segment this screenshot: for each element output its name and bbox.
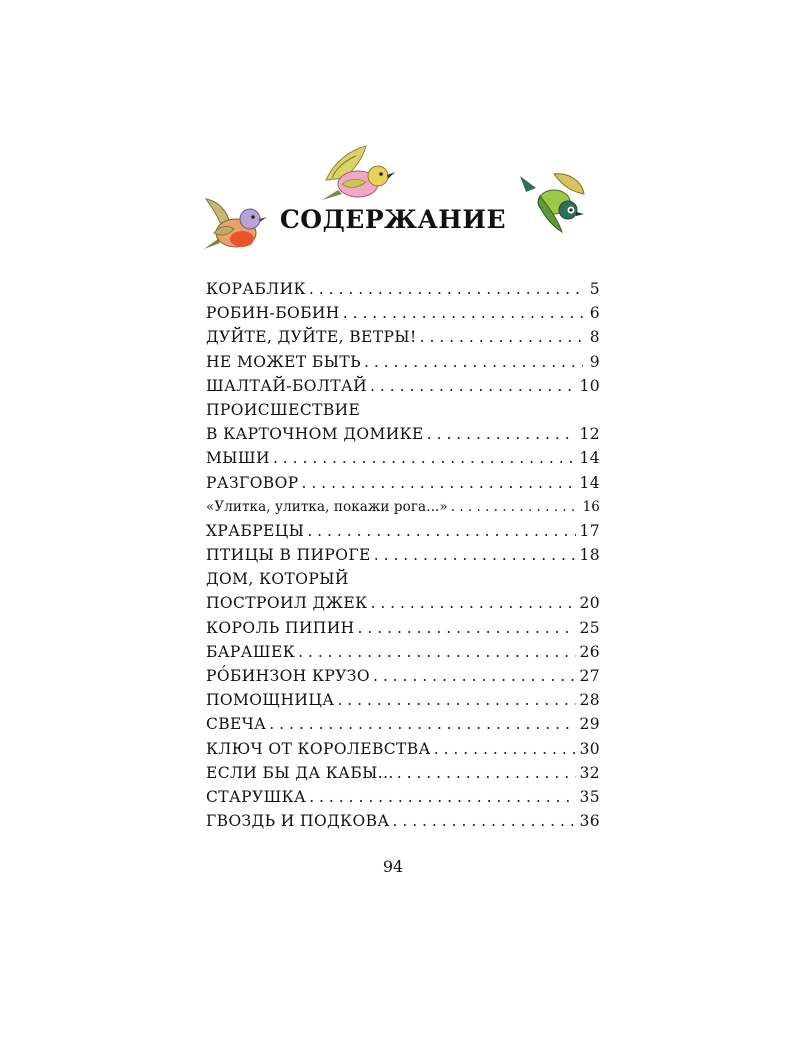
toc-entry-page: 14 [579,449,600,468]
toc-leader-dots [343,301,583,325]
toc-entry-title: МЫШИ [206,449,270,468]
toc-entry-title: ПРОИСШЕСТВИЕ [206,400,361,419]
toc-entry[interactable] [206,422,600,446]
toc-leader-dots [373,664,577,688]
toc-entry-title: ПОСТРОИЛ ДЖЕК [206,594,368,613]
toc-entry[interactable] [206,519,600,543]
toc-entry-title-line[interactable] [206,398,600,422]
toc-entry[interactable] [206,350,600,374]
toc-entry-page: 32 [579,763,600,782]
toc-entry-title: «Улитка, улитка, покажи рога...» [206,498,448,515]
toc-entry-page: 27 [579,667,600,685]
toc-entry[interactable] [206,640,600,664]
toc-leader-dots [298,640,576,664]
toc-entry-title: РО́БИНЗОН КРУЗО [206,667,370,685]
toc-entry[interactable] [206,543,600,567]
toc-leader-dots [374,543,577,567]
toc-entry-page: 9 [589,352,600,371]
toc-entry-title-line[interactable] [206,567,600,591]
toc-entry-page: 25 [579,618,600,637]
toc-leader-dots [269,712,576,736]
toc-entry[interactable] [206,737,600,761]
toc-entry-page: 20 [579,594,600,613]
toc-leader-dots [370,591,576,615]
toc-entry[interactable] [206,761,600,785]
toc-entry-page: 18 [579,546,600,565]
toc-leader-dots [370,374,576,398]
toc-entry[interactable] [206,446,600,470]
toc-entry-title: В КАРТОЧНОМ ДОМИКЕ [206,425,424,444]
toc-leader-dots [358,616,577,640]
toc-entry-page: 30 [579,739,600,758]
toc-entry[interactable] [206,616,600,640]
toc-entry-title: КОРАБЛИК [206,280,306,298]
toc-entry-title: ГВОЗДЬ И ПОДКОВА [206,812,390,831]
toc-leader-dots [434,737,577,761]
toc-entry-page: 36 [579,812,600,831]
toc-entry-page: 17 [579,521,600,540]
pink-bird-illustration [316,142,396,204]
toc-leader-dots [273,446,577,470]
toc-entry-title: ЕСЛИ БЫ ДА КАБЫ... [206,763,394,782]
toc-entry-title: ХРАБРЕЦЫ [206,521,305,540]
toc-entry-title: ПТИЦЫ В ПИРОГЕ [206,546,371,565]
toc-entry[interactable] [206,471,600,495]
toc-entry[interactable] [206,495,600,519]
toc-entry-page: 35 [579,787,600,806]
toc-entry-page: 10 [579,376,600,395]
toc-entry[interactable] [206,785,600,809]
toc-entry-title: ШАЛТАЙ-БОЛТАЙ [206,376,368,395]
toc-entry[interactable] [206,591,600,615]
toc-leader-dots [393,809,577,833]
toc-entry[interactable] [206,325,600,349]
page-number: 94 [382,857,404,876]
toc-entry-title: СВЕЧА [206,715,267,734]
toc-entry-page: 5 [589,280,600,298]
toc-entry-page: 8 [589,328,600,347]
toc-leader-dots [420,325,583,349]
toc-leader-dots [309,785,576,809]
toc-entry[interactable] [206,374,600,398]
toc-entry-title: ПОМОЩНИЦА [206,691,335,710]
toc-entry[interactable] [206,809,600,833]
toc-leader-dots [309,277,583,301]
contents-heading: СОДЕРЖАНИЕ [279,205,507,234]
toc-entry-title: БАРАШЕК [206,642,296,661]
toc-entry[interactable] [206,688,600,712]
toc-leader-dots [307,519,576,543]
toc-entry[interactable] [206,277,600,301]
toc-entry-page: 14 [579,473,600,492]
toc-entry-page: 28 [579,691,600,710]
toc-entry-title: РОБИН-БОБИН [206,304,340,323]
toc-entry-page: 6 [589,304,600,323]
toc-entry-page: 16 [582,498,600,515]
toc-entry-title: КЛЮЧ ОТ КОРОЛЕВСТВА [206,739,431,758]
toc-entry[interactable] [206,301,600,325]
toc-entry[interactable] [206,712,600,736]
toc-leader-dots [427,422,577,446]
toc-entry[interactable] [206,664,600,688]
table-of-contents [206,277,600,833]
toc-entry-title: РАЗГОВОР [206,473,299,492]
toc-entry-page: 29 [579,715,600,734]
toc-entry-page: 12 [579,425,600,444]
toc-leader-dots [451,495,580,519]
toc-leader-dots [364,350,583,374]
toc-leader-dots [397,761,577,785]
toc-entry-title: ДОМ, КОТОРЫЙ [206,570,349,589]
toc-leader-dots [302,471,577,495]
toc-entry-title: КОРОЛЬ ПИПИН [206,618,355,637]
toc-entry-page: 26 [579,642,600,661]
toc-entry-title: ДУЙТЕ, ДУЙТЕ, ВЕТРЫ! [206,328,417,347]
toc-leader-dots [337,688,576,712]
toc-entry-title: НЕ МОЖЕТ БЫТЬ [206,352,361,371]
toc-entry-title: СТАРУШКА [206,787,307,806]
